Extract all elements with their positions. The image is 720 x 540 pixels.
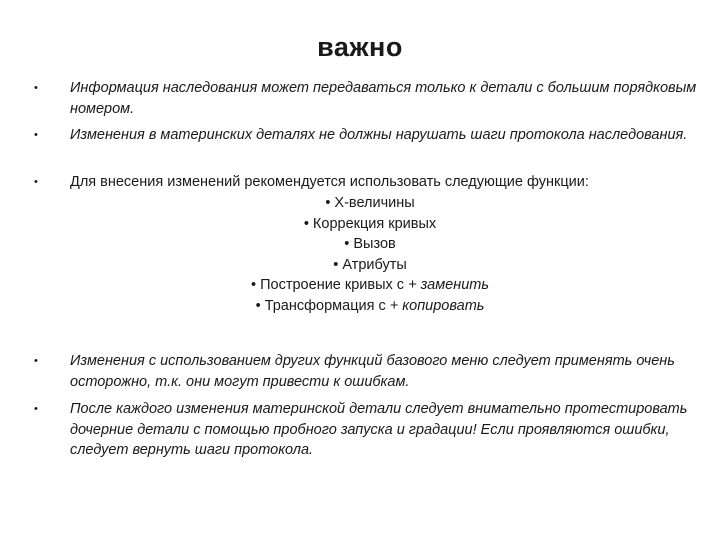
- bullet-text: Информация наследования может передаваться только к детали с большим порядковым номером.: [70, 80, 697, 117]
- bullet-text: Изменения в материнских деталях не должны нарушать шаги протокола наследования.: [70, 127, 688, 143]
- bullet-text: После каждого изменения материнской детали следует внимательно протестировать дочерние детали с помощью пробного запуска и градации! Если проявляются ошибки, следует вернуть шаги протокола.: [70, 401, 688, 458]
- bullet-text: Для внесения изменений рекомендуется использовать следующие функции:: [70, 174, 589, 190]
- bullet-marker: •: [34, 355, 38, 367]
- function-item: • Атрибуты: [333, 256, 407, 273]
- bullet-marker: •: [34, 129, 38, 141]
- function-item: • Коррекция кривых: [303, 215, 437, 232]
- slide-title: важно: [317, 32, 403, 62]
- function-item: • X-величины: [325, 195, 415, 211]
- function-item: • Трансформация с + копировать: [255, 297, 485, 314]
- bullet-text: Изменения с использованием других функций базового меню следует применять очень осторожно, т.к. они могут привести к ошибкам.: [70, 353, 675, 390]
- function-item: • Построение кривых с + заменить: [251, 277, 489, 293]
- functions-sublist: [70, 193, 670, 316]
- bullet-marker: •: [34, 176, 38, 188]
- bullet-marker: •: [34, 82, 38, 94]
- bullet-marker: •: [34, 403, 38, 415]
- function-item: • Вызов: [344, 236, 396, 252]
